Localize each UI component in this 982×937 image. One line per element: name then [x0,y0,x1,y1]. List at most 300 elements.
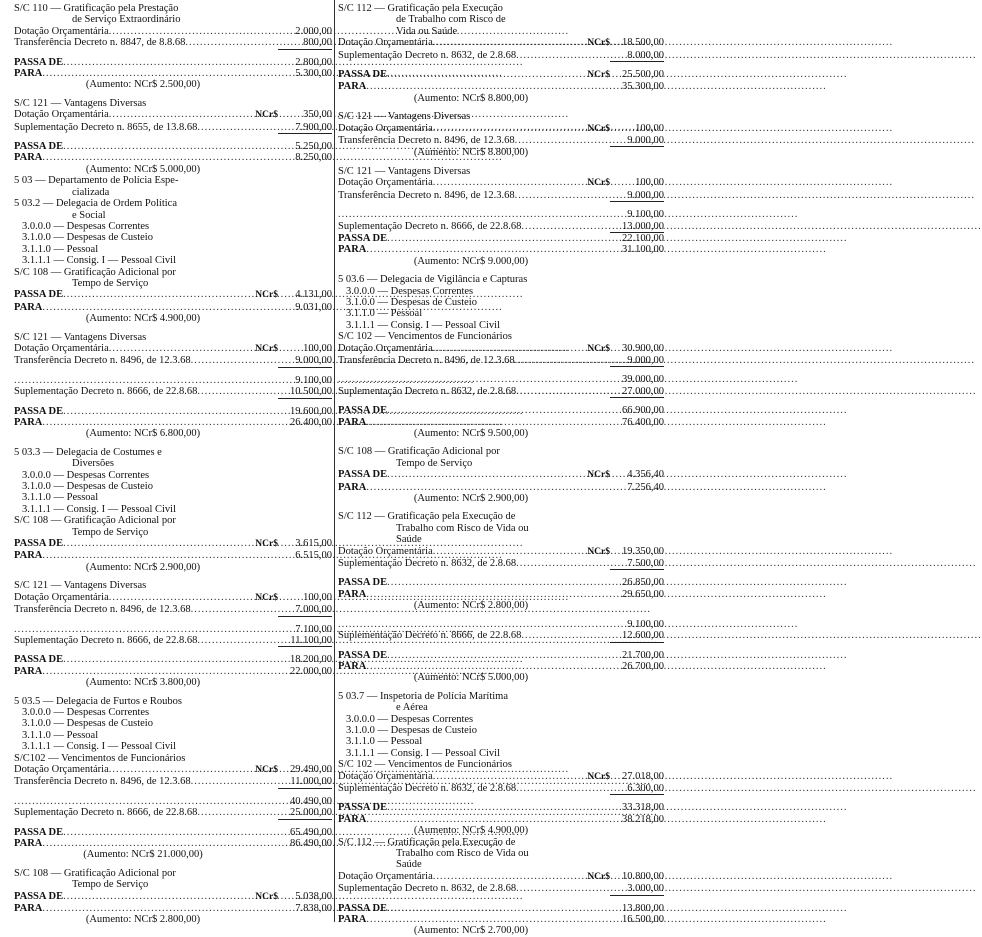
entry-amount: 9.031,00 [295,301,332,313]
budget-entry-row [14,141,332,152]
entry-label: Suplementação Decreto n. 8666, de 22.8.68 [338,630,522,642]
dot-leader [515,135,576,146]
entry-amount: 6.515,00 [295,550,332,562]
budget-entry-row [14,903,332,914]
entry-label: PASSA DE [338,577,388,589]
increase-note: (Aumento: NCr$ 2.500,00) [85,79,201,91]
entry-label: PARA [14,838,43,849]
dot-leader [191,355,244,366]
dot-leader [63,406,244,417]
heading-line: 3.1.0.0 — Despesas de Custeio [346,724,477,736]
entry-label: Dotação Orçamentária [338,122,433,134]
budget-entry-row [338,177,664,189]
budget-entry-row [14,666,332,677]
dot-leader [14,375,244,386]
increase-note: (Aumento: NCr$ 2.700,00) [413,925,529,937]
dot-leader [387,405,576,416]
entry-amount: 31.100,00 [622,244,664,256]
budget-entry-row [338,374,664,385]
entry-amount: 27.018,00 [622,770,664,782]
spacer [338,202,664,209]
entry-label: PARA [338,481,367,493]
budget-entry-row [338,37,664,49]
entry-amount: 4.356,40 [627,469,664,481]
spacer [14,91,332,98]
entry-amount: 19.600,00 [290,405,332,417]
increase-note: (Aumento: NCr$ 2.800,00) [413,600,529,612]
heading-line: Vida ou Saúde [396,25,458,37]
entry-label: Transferência Decreto n. 8496, de 12.3.68 [338,189,515,201]
entry-label: PASSA DE [14,56,64,68]
budget-entry-row [14,375,332,386]
entry-amount: 8.250,00 [295,152,332,164]
budget-entry-row [338,69,664,81]
entry-amount: 9.000,00 [610,190,664,202]
dot-leader [433,771,576,782]
dot-leader [366,914,576,925]
entry-label: PASSA DE [338,69,388,81]
heading-line: Tempo de Serviço [396,457,473,469]
dot-leader [521,630,576,641]
dot-leader [109,764,244,775]
dot-leader [516,50,576,61]
dot-leader [521,221,576,232]
heading-line: 5 03.7 — Inspetoria de Polícia Marítima [338,690,509,702]
entry-label: Dotação Orçamentária [338,545,433,557]
budget-entry-row [14,635,332,647]
currency-label: NCr$ [255,539,278,550]
dot-leader [387,903,576,914]
heading-line: 3.1.1.0 — Pessoal [346,308,423,320]
entry-amount: 10.500,00 [278,386,332,398]
budget-entry-row [338,190,664,202]
heading-line: S/C 112 — Gratificação pela Execução de [338,836,516,848]
budget-entry-row [338,661,664,672]
budget-entry-row [14,406,332,417]
spacer [14,861,332,868]
increase-note: (Aumento: NCr$ 5.000,00) [413,672,529,684]
budget-entry-row [338,630,664,642]
entry-amount: 9.000,00 [610,355,664,367]
currency-label: NCr$ [255,290,278,301]
budget-entry-row [338,558,664,570]
dot-leader [338,209,576,220]
entry-amount: 10.800,00 [622,870,664,882]
entry-amount: 11.100,00 [278,635,332,647]
dot-leader [42,302,244,313]
entry-amount: 7.500,00 [610,558,664,570]
spacer [14,325,332,332]
heading-line: S/C 108 — Gratificação Adicional por [338,446,500,458]
entry-label: PASSA DE [338,649,388,661]
increase-note: (Aumento: NCr$ 21.000,00) [83,849,203,861]
heading-line: S/C 108 — Gratificação Adicional por [14,867,176,879]
currency-label: NCr$ [255,110,278,121]
heading-line: Diversões [72,458,114,470]
entry-label: PASSA DE [338,902,388,914]
budget-entry-row [14,37,332,49]
entry-amount: 18.500,00 [622,37,664,49]
dot-leader [387,233,576,244]
dot-leader [63,57,244,68]
heading-line: Tempo de Serviço [72,277,149,289]
budget-entry-row [338,233,664,244]
increase-note: (Aumento: NCr$ 2.800,00) [85,914,201,926]
entry-label: PASSA DE [14,289,64,301]
currency-label: NCr$ [587,470,610,481]
dot-leader [366,589,576,600]
budget-entry-row [338,914,664,925]
entry-label: PARA [338,81,367,93]
budget-entry-row [338,883,664,895]
entry-label: Dotação Orçamentária [14,342,109,354]
budget-entry-row [338,405,664,416]
heading-line: e Social [72,209,106,221]
dot-leader [42,666,244,677]
budget-entry-row [338,469,664,481]
heading-line: S/C 102 — Vencimentos de Funcionários [338,331,512,343]
budget-entry-row [338,355,664,367]
spacer [14,820,332,827]
budget-entry-row [14,764,332,776]
dot-leader [433,546,576,557]
spacer [338,439,664,446]
heading-line: 3.1.1.0 — Pessoal [346,736,423,748]
dot-leader [516,386,576,397]
dot-leader [109,343,244,354]
heading-line: 3.1.0.0 — Despesas de Custeio [22,232,153,244]
entry-amount: 7.256,40 [627,481,664,493]
entry-amount: 86.490,00 [290,838,332,849]
entry-amount: 65.490,00 [290,826,332,838]
entry-label: PASSA DE [338,469,388,481]
budget-entry-row [14,891,332,903]
budget-entry-row [14,796,332,807]
dot-leader [433,343,576,354]
entry-label: PARA [14,903,43,915]
entry-label: PASSA DE [14,826,64,838]
entry-amount: 9.100,00 [627,209,664,221]
spacer [14,50,332,57]
heading-line: de Trabalho com Risco de [396,14,506,26]
dot-leader [14,624,244,635]
entry-label: Dotação Orçamentária [338,177,433,189]
budget-entry-row [14,592,332,604]
entry-label: Transferência Decreto n. 8496, de 12.3.68 [14,355,191,367]
entry-amount: 3.000,00 [610,883,664,895]
heading-line: Trabalho com Risco de Vida ou [396,522,529,534]
entry-label: Suplementação Decreto n. 8666, de 22.8.68 [14,386,198,398]
entry-label: PASSA DE [338,802,388,814]
entry-amount: 9.000,00 [278,355,332,367]
budget-entry-row [14,152,332,163]
increase-note: (Aumento: NCr$ 8.800,00) [413,147,529,159]
budget-entry-row [14,624,332,635]
entry-amount: 29.490,00 [290,763,332,775]
increase-note: (Aumento: NCr$ 9.000,00) [413,255,529,267]
currency-label: NCr$ [587,123,610,134]
dot-leader [366,482,576,493]
spacer [14,440,332,447]
entry-amount: 350,00 [303,109,332,121]
heading-line: de Serviço Extraordinário [72,14,181,26]
budget-entry-row [14,68,332,79]
entry-label: PARA [338,914,367,926]
spacer [14,573,332,580]
budget-entry-row [338,482,664,493]
entry-label: Dotação Orçamentária [338,342,433,354]
budget-entry-row [338,589,664,600]
budget-entry-row [338,619,664,630]
spacer [338,267,664,274]
entry-amount: 33.318,00 [622,802,664,814]
spacer [14,399,332,406]
spacer [14,368,332,375]
spacer [338,612,664,619]
dot-leader [185,37,244,48]
heading-line: 3.1.1.1 — Consig. I — Pessoal Civil [346,319,501,331]
dot-leader [366,244,576,255]
currency-label: NCr$ [587,771,610,782]
entry-label: Suplementação Decreto n. 8666, de 22.8.68 [338,220,522,232]
budget-entry-row [338,577,664,588]
spacer [338,62,664,69]
spacer [338,643,664,650]
dot-leader [109,592,244,603]
entry-label: PASSA DE [14,654,64,666]
budget-entry-row [14,289,332,301]
entry-amount: 29.650,00 [622,588,664,600]
budget-entry-row [14,776,332,788]
dot-leader [63,538,244,549]
entry-amount: 7.100,00 [295,623,332,635]
entry-amount: 26.400,00 [290,417,332,428]
entry-amount: 9.100,00 [627,618,664,630]
dot-leader [516,883,576,894]
budget-entry-row [14,807,332,819]
entry-amount: 9.100,00 [295,374,332,386]
heading-line: Tempo de Serviço [72,526,149,538]
spacer [338,896,664,903]
currency-label: NCr$ [255,343,278,354]
budget-entry-row [14,827,332,838]
budget-entry-row [338,386,664,398]
dot-leader [42,417,244,428]
heading-line: S/C 121 — Vantagens Diversas [338,111,471,123]
entry-amount: 13.000,00 [610,221,664,233]
spacer [338,367,664,374]
budget-entry-row [338,546,664,558]
dot-leader [387,577,576,588]
heading-line: S/C 112 — Gratificação pela Execução de [338,511,516,523]
entry-label: PARA [338,588,367,600]
left-column [14,3,332,926]
entry-amount: 16.500,00 [622,914,664,926]
entry-amount: 18.200,00 [290,654,332,666]
dot-leader [433,123,576,134]
dot-leader [42,550,244,561]
dot-leader [191,776,244,787]
currency-label: NCr$ [587,343,610,354]
dot-leader [515,355,576,366]
entry-amount: 6.300,00 [610,783,664,795]
heading-line: 3.0.0.0 — Despesas Correntes [22,220,150,232]
budget-entry-row [14,302,332,313]
heading-line: S/C 121 — Vantagens Diversas [14,331,147,343]
heading-line: 3.0.0.0 — Despesas Correntes [22,469,150,481]
entry-amount: 13.800,00 [622,902,664,914]
dot-leader [197,635,244,646]
budget-entry-row [338,783,664,795]
entry-label: PARA [338,813,367,825]
entry-label: PASSA DE [338,232,388,244]
entry-amount: 12.600,00 [610,630,664,642]
entry-amount: 2.800,00 [295,56,332,68]
heading-line: Saúde [396,534,422,546]
entry-amount: 100,00 [303,591,332,603]
dot-leader [63,141,244,152]
entry-label: Transferência Decreto n. 8847, de 8.8.68 [14,37,186,49]
budget-entry-row [14,417,332,428]
heading-line: S/C 108 — Gratificação Adicional por [14,266,176,278]
heading-line: 3.0.0.0 — Despesas Correntes [346,713,474,725]
heading-line: 3.1.0.0 — Despesas de Custeio [22,481,153,493]
dot-leader [197,122,244,133]
spacer [338,159,664,166]
dot-leader [366,814,576,825]
spacer [14,689,332,696]
heading-line: S/C 112 — Gratificação pela Execução [338,3,503,14]
heading-line: S/C 102 — Vencimentos de Funcionários [338,759,512,771]
entry-amount: 5.250,00 [295,141,332,153]
dot-leader [338,619,576,630]
entry-amount: 26.850,00 [622,577,664,589]
entry-label: Dotação Orçamentária [14,591,109,603]
entry-label: PARA [14,301,43,313]
currency-label: NCr$ [255,764,278,775]
entry-amount: 21.700,00 [622,649,664,661]
dot-leader [63,827,244,838]
budget-entry-row [338,802,664,813]
heading-line: Trabalho com Risco de Vida ou [396,848,529,859]
dot-leader [387,69,576,80]
dot-leader [42,68,244,79]
dot-leader [63,891,244,902]
dot-leader [197,807,244,818]
dot-leader [42,838,244,849]
entry-label: PASSA DE [14,405,64,417]
heading-line: S/C 121 — Vantagens Diversas [14,97,147,109]
currency-label: NCr$ [255,592,278,603]
entry-label: PARA [14,665,43,677]
heading-line: 3.0.0.0 — Despesas Correntes [22,706,150,718]
budget-entry-row [14,654,332,665]
dot-leader [63,289,244,300]
heading-line: S/C 121 — Vantagens Diversas [14,580,147,592]
entry-label: Suplementação Decreto n. 8632, de 2.8.68 [338,385,517,397]
budget-entry-row [338,417,664,428]
spacer [338,504,664,511]
entry-amount: 19.350,00 [622,545,664,557]
entry-label: Dotação Orçamentária [338,37,433,49]
increase-note: (Aumento: NCr$ 2.900,00) [85,561,201,573]
dot-leader [433,177,576,188]
entry-label: PASSA DE [338,405,388,417]
heading-line: 3.1.1.1 — Consig. I — Pessoal Civil [22,503,177,515]
entry-label: Dotação Orçamentária [338,870,433,882]
budget-entry-row [14,604,332,616]
heading-line: S/C102 — Vencimentos de Funcionários [14,752,186,764]
dot-leader [516,783,576,794]
spacer [14,789,332,796]
heading-line: 5 03.2 — Delegacia de Ordem Política [14,198,177,210]
increase-note: (Aumento: NCr$ 5.000,00) [85,163,201,175]
heading-line: 5 03.6 — Delegacia de Vigilância e Capturas [338,274,528,286]
budget-entry-row [338,871,664,883]
budget-entry-row [338,771,664,783]
dot-leader [109,109,244,120]
dot-leader [387,650,576,661]
budget-entry-row [338,221,664,233]
entry-amount: 35.300,00 [622,81,664,93]
heading-line: 3.1.1.1 — Consig. I — Pessoal Civil [22,255,177,267]
entry-amount: 100,00 [635,177,664,189]
budget-entry-row [14,57,332,68]
heading-line: Saúde [396,859,422,871]
entry-label: PARA [338,244,367,256]
budget-entry-row [14,109,332,121]
dot-leader [387,802,576,813]
entry-label: Dotação Orçamentária [14,763,109,775]
entry-label: Transferência Decreto n. 8496, de 12.3.68 [14,604,191,616]
entry-amount: 3.615,00 [295,538,332,550]
entry-label: Transferência Decreto n. 8496, de 12.3.68 [14,776,191,788]
heading-line: 3.1.1.0 — Pessoal [22,729,99,741]
entry-label: PARA [338,416,367,428]
spacer [14,134,332,141]
entry-label: Dotação Orçamentária [14,109,109,121]
entry-amount: 66.900,00 [622,405,664,417]
budget-entry-row [14,26,332,37]
entry-amount: 9.000,00 [610,135,664,147]
dot-leader [387,469,576,480]
budget-entry-row [338,814,664,825]
entry-amount: 38.218,00 [622,813,664,825]
entry-label: Suplementação Decreto n. 8655, de 13.8.68 [14,121,198,133]
heading-line: cializada [72,186,110,198]
entry-amount: 2.000,00 [295,25,332,37]
heading-line: 3.1.0.0 — Despesas de Custeio [346,296,477,308]
entry-label: Suplementação Decreto n. 8632, de 2.8.68 [338,49,517,61]
heading-line: S/C 110 — Gratificação pela Prestação [14,3,179,14]
dot-leader [366,81,576,92]
budget-entry-row [338,244,664,255]
entry-label: Suplementação Decreto n. 8666, de 22.8.68 [14,807,198,819]
spacer [338,398,664,405]
entry-amount: 39.000,00 [622,374,664,386]
budget-entry-row [14,122,332,134]
entry-amount: 5.300,00 [295,68,332,80]
budget-entry-row [338,135,664,147]
entry-label: PARA [14,417,43,428]
heading-line: S/C 108 — Gratificação Adicional por [14,515,176,527]
right-column [338,3,664,937]
entry-amount: 76.400,00 [622,416,664,428]
budget-entry-row [14,838,332,849]
entry-label: Dotação Orçamentária [338,770,433,782]
spacer [338,570,664,577]
budget-entry-row [14,538,332,550]
